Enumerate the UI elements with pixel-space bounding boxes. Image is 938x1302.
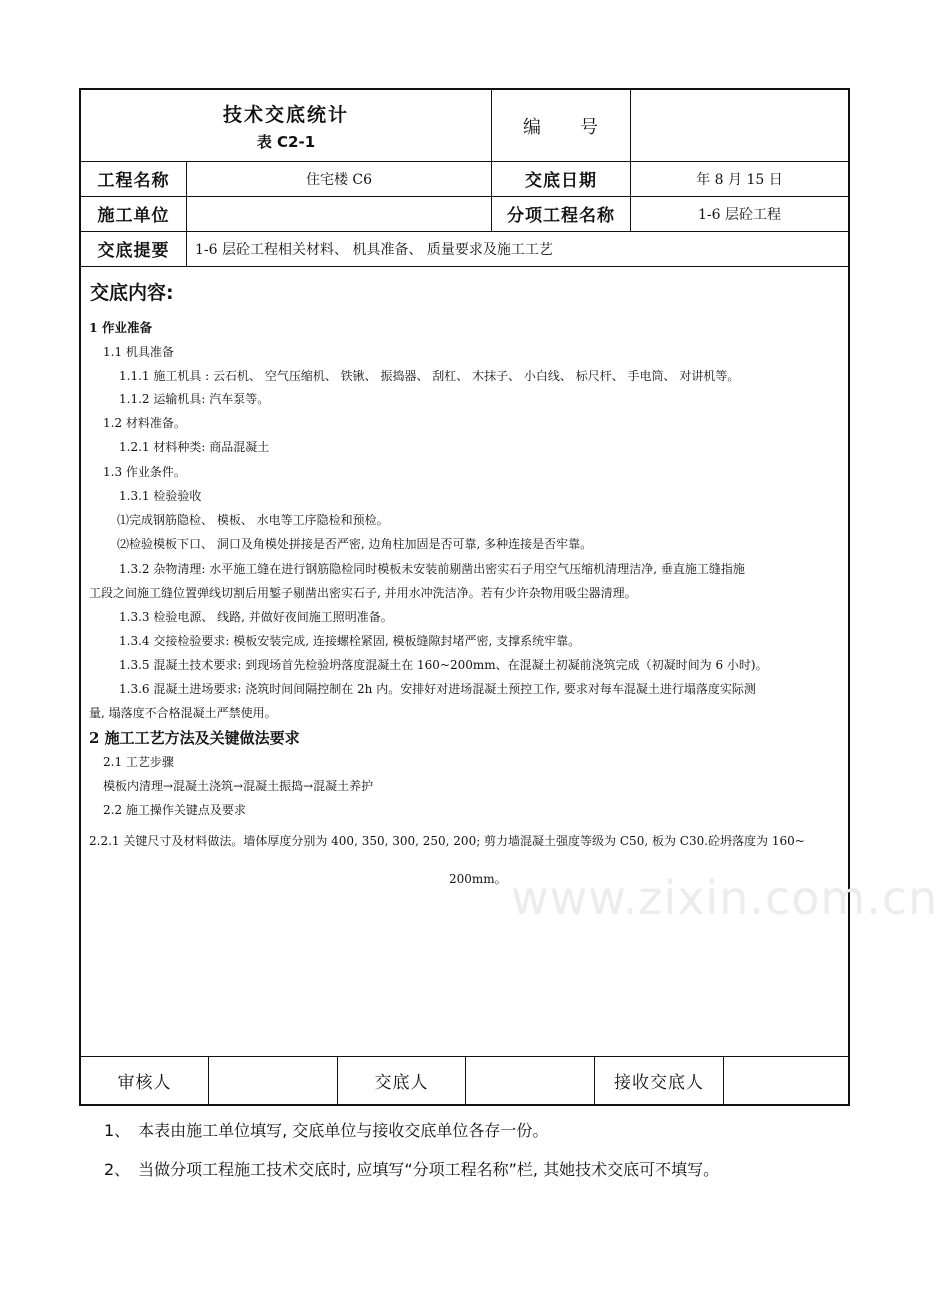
note-2: 2、 当做分项工程施工技术交底时, 应填写“分项工程名称”栏, 其她技术交底可不填写。 (104, 1160, 720, 1179)
receiver-label: 接收交底人 (614, 1072, 704, 1093)
form-subtitle: 表 C2-1 (256, 132, 316, 151)
subproject-value[interactable]: 1-6 层砼工程 (698, 206, 781, 223)
discloser-field[interactable] (466, 1056, 594, 1104)
content-line: 1 作业准备 (89, 320, 153, 335)
receiver-field[interactable] (724, 1056, 848, 1104)
content-line: 工段之间施工缝位置弹线切割后用錾子剔凿出密实石子, 并用水冲洗洁净。若有少许杂物用吸尘器清理。 (89, 586, 637, 600)
content-line: 2.1 工艺步骤 (103, 755, 174, 769)
content-line: 2.2.1 关键尺寸及材料做法。墙体厚度分别为 400, 350, 300, 250, 200; 剪力墙混凝土强度等级为 C50, 板为 C30.砼坍落度为 160~ (89, 834, 805, 848)
project-name-label: 工程名称 (97, 171, 170, 191)
subproject-label: 分项工程名称 (507, 206, 615, 226)
content-line: 量, 塌落度不合格混凝土严禁使用。 (89, 706, 277, 720)
summary-row (81, 231, 848, 267)
content-line: 1.2.1 材料种类: 商品混凝土 (119, 440, 270, 454)
summary-value[interactable]: 1-6 层砼工程相关材料、 机具准备、 质量要求及施工工艺 (195, 241, 553, 258)
content-line: 1.2 材料准备。 (103, 416, 186, 430)
content-line: 2.2 施工操作关键点及要求 (103, 803, 246, 817)
disclosure-form (79, 88, 938, 1106)
content-line: 1.1.2 运输机具: 汽车泵等。 (119, 392, 270, 406)
header-row (81, 90, 848, 162)
note-1: 1、 本表由施工单位填写, 交底单位与接收交底单位各存一份。 (104, 1121, 549, 1140)
content-line: ⑵检验模板下口、 洞口及角模处拼接是否严密, 边角柱加固是否可靠, 多种连接是否牢靠。 (117, 537, 593, 551)
content-line: 2 施工工艺方法及关键做法要求 (89, 729, 300, 747)
reviewer-field[interactable] (209, 1056, 337, 1104)
date-value[interactable]: 年 8 月 15 日 (696, 171, 783, 188)
date-label: 交底日期 (525, 171, 597, 191)
form-title: 技术交底统计 (222, 103, 349, 126)
watermark: www.zixin.com.cn (511, 871, 938, 925)
content-heading: 交底内容: (90, 282, 174, 304)
construction-unit-label: 施工单位 (97, 206, 170, 226)
construction-unit-value[interactable] (187, 196, 491, 231)
content-line: 1.3.4 交接检验要求: 模板安装完成, 连接螺栓紧固, 模板缝隙封堵严密, 支撑系统牢靠。 (119, 634, 581, 648)
project-name-value[interactable]: 住宅楼 C6 (305, 171, 373, 188)
title-cell (81, 90, 491, 161)
content-line: 1.3 作业条件。 (103, 465, 186, 479)
disclosure-content (81, 266, 938, 1057)
unit-row (81, 196, 848, 232)
signature-row (81, 1056, 848, 1104)
content-line: 1.1 机具准备 (103, 345, 174, 359)
content-line: ⑴完成钢筋隐检、 模板、 水电等工序隐检和预检。 (117, 513, 389, 527)
content-line: 1.1.1 施工机具 : 云石机、 空气压缩机、 铁锹、 振捣器、 刮杠、 木抹子、 小白线、 标尺杆、 手电筒、 对讲机等。 (119, 369, 740, 383)
number-label: 编 号 (523, 116, 599, 138)
content-line: 1.3.1 检验验收 (119, 489, 202, 503)
project-row (81, 161, 848, 197)
content-line: 200mm。 (449, 872, 507, 886)
content-line: 模板内清理→混凝土浇筑→混凝土振捣→混凝土养护 (103, 779, 374, 793)
content-line: 1.3.2 杂物清理: 水平施工缝在进行钢筋隐检同时模板未安装前剔凿出密实石子用空气压缩机清理洁净, 垂直施工缝指施 (119, 562, 745, 576)
content-line: 1.3.6 混凝土进场要求: 浇筑时间间隔控制在 2h 内。安排好对进场混凝土预控工作, 要求对每车混凝土进行塌落度实际测 (119, 682, 756, 696)
number-value[interactable] (631, 90, 848, 161)
discloser-label: 交底人 (374, 1072, 429, 1093)
content-line: 1.3.5 混凝土技术要求: 到现场首先检验坍落度混凝土在 160~200mm、在混凝土初凝前浇筑完成（初凝时间为 6 小时)。 (119, 658, 768, 672)
reviewer-label: 审核人 (117, 1072, 172, 1093)
summary-label: 交底提要 (97, 241, 170, 261)
content-line: 1.3.3 检验电源、 线路, 并做好夜间施工照明准备。 (119, 610, 393, 624)
